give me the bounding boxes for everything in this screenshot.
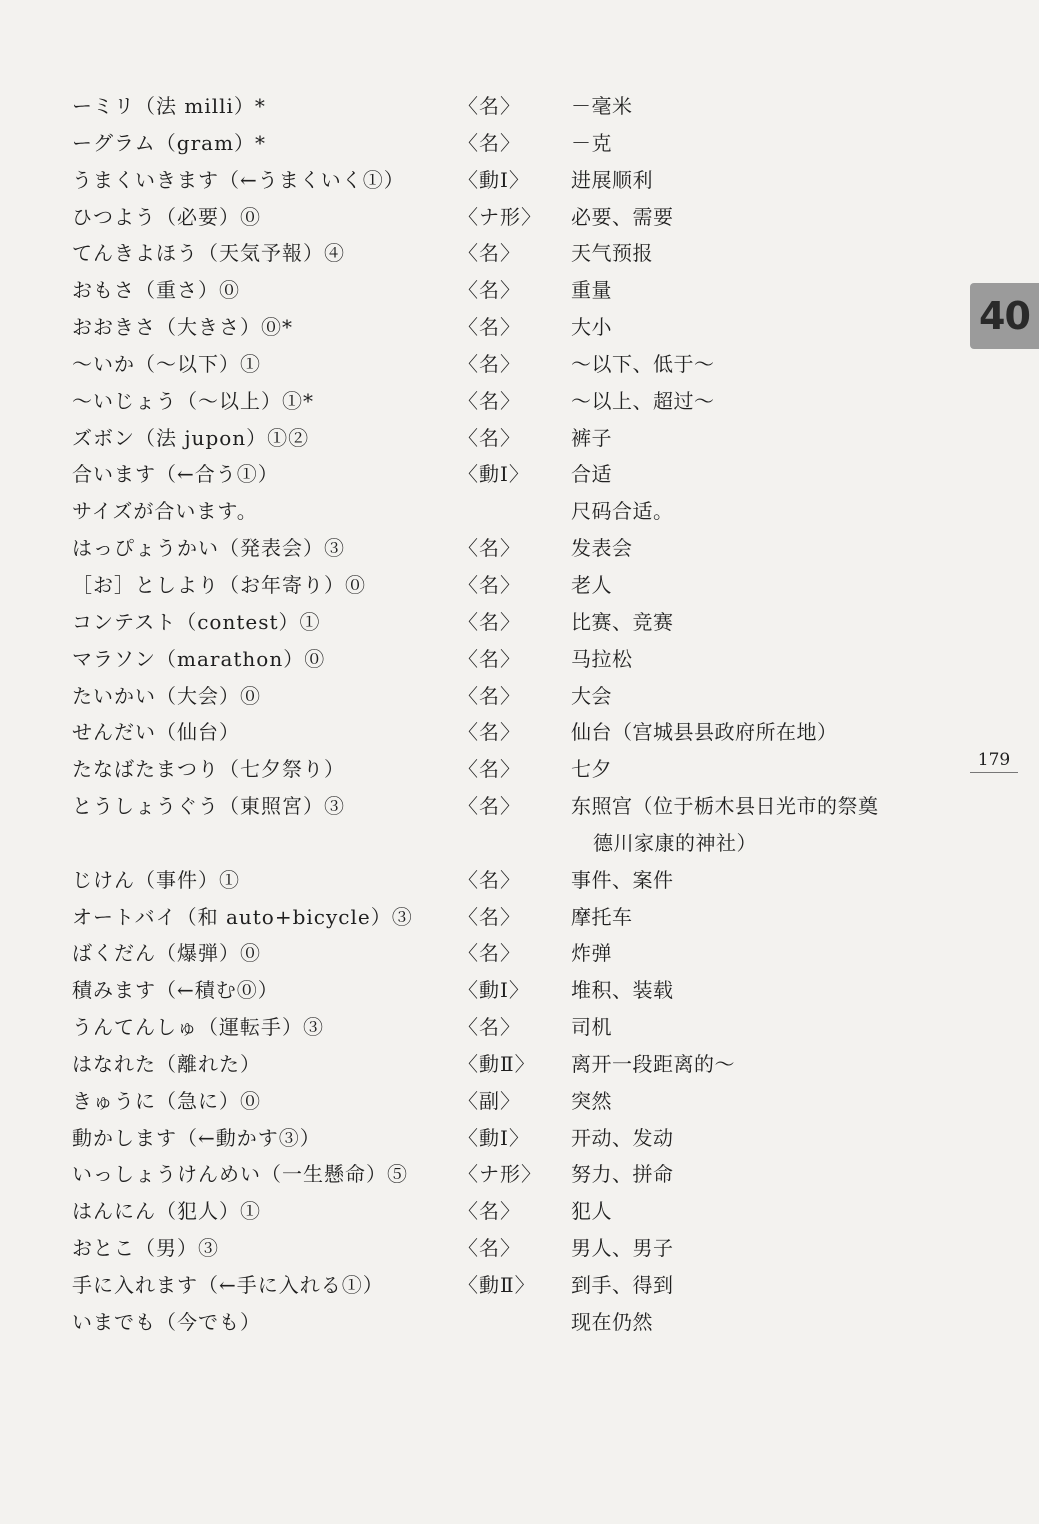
vocab-word: ～いじょう（～以上）①*: [72, 388, 314, 413]
vocab-entry: [72, 678, 952, 715]
part-of-speech: 〈副〉: [458, 1088, 521, 1113]
meaning-line: －克: [571, 130, 612, 155]
part-of-speech: 〈名〉: [458, 1199, 521, 1224]
vocab-entry: [72, 272, 952, 309]
vocab-word: オートバイ（和 auto+bicycle）③: [72, 904, 413, 929]
vocab-entry: [72, 1046, 952, 1083]
vocab-word: ひつよう（必要）⓪: [72, 204, 261, 229]
part-of-speech: 〈名〉: [458, 130, 521, 155]
meaning-line: 仙台（宫城县县政府所在地）: [571, 720, 838, 745]
vocab-entry: [72, 1230, 952, 1267]
vocab-entry: [72, 309, 952, 346]
vocab-word: おおきさ（大きさ）⓪*: [72, 315, 293, 340]
part-of-speech: 〈動Ⅰ〉: [458, 978, 530, 1003]
vocab-word: うんてんしゅ（運転手）③: [72, 1015, 324, 1040]
vocab-entry: [72, 604, 952, 641]
vocab-word: せんだい（仙台）: [72, 720, 240, 745]
meaning-line: 司机: [571, 1015, 612, 1040]
vocab-meaning: [571, 935, 612, 972]
part-of-speech: 〈動Ⅱ〉: [458, 1051, 536, 1076]
meaning-line: 突然: [571, 1088, 612, 1113]
vocab-entry: [72, 530, 952, 567]
vocab-word: 積みます（←積む⓪）: [72, 978, 279, 1003]
vocab-word: 動かします（←動かす③）: [72, 1125, 321, 1150]
part-of-speech: 〈名〉: [458, 536, 521, 561]
vocab-entry: [72, 235, 952, 272]
vocab-word: コンテスト（contest）①: [72, 609, 321, 634]
vocab-meaning: [571, 1046, 735, 1083]
vocab-word: たなばたまつり（七夕祭り）: [72, 757, 345, 782]
vocab-word: はんにん（犯人）①: [72, 1199, 261, 1224]
vocab-word: ーミリ（法 milli）*: [72, 94, 266, 118]
part-of-speech: 〈動Ⅱ〉: [458, 1273, 536, 1297]
vocab-entry: [72, 383, 952, 420]
chapter-tab: 40: [970, 283, 1039, 349]
meaning-line: 尺码合适。: [571, 499, 674, 524]
part-of-speech: 〈ナ形〉: [458, 204, 542, 229]
vocab-word: サイズが合います。: [72, 499, 258, 524]
vocab-meaning: [571, 1083, 612, 1120]
vocab-meaning: [571, 1193, 612, 1230]
meaning-line: 堆积、装载: [571, 978, 674, 1003]
vocab-meaning: [571, 1304, 653, 1341]
vocab-meaning: [571, 972, 674, 1009]
meaning-line: 比赛、竞赛: [571, 609, 674, 634]
vocab-word: ズボン（法 jupon）①②: [72, 425, 310, 450]
vocab-word: おとこ（男）③: [72, 1236, 219, 1261]
vocab-meaning: [571, 456, 612, 493]
vocab-entry: [72, 567, 952, 604]
meaning-line: 进展顺利: [571, 167, 653, 192]
meaning-line: 大会: [571, 683, 612, 708]
vocab-word: じけん（事件）①: [72, 867, 240, 892]
vocab-word: いっしょうけんめい（一生懸命）⑤: [72, 1162, 408, 1187]
part-of-speech: 〈名〉: [458, 425, 521, 450]
vocab-entry: [72, 1009, 952, 1046]
vocab-meaning: [571, 162, 653, 199]
vocab-entry: [72, 751, 952, 788]
vocab-entry: [72, 88, 952, 125]
vocab-meaning: [571, 346, 715, 383]
vocab-entry: [72, 788, 952, 862]
vocab-entry: [72, 1267, 952, 1304]
vocab-word: ーグラム（gram）*: [72, 130, 267, 155]
part-of-speech: 〈名〉: [458, 315, 521, 340]
part-of-speech: 〈名〉: [458, 720, 521, 745]
vocab-meaning: [571, 235, 653, 272]
vocab-meaning: [571, 530, 633, 567]
vocab-word: 手に入れます（←手に入れる①）: [72, 1273, 384, 1297]
vocab-entry: [72, 1193, 952, 1230]
part-of-speech: 〈名〉: [458, 1015, 521, 1040]
meaning-line: 发表会: [571, 536, 633, 561]
meaning-line: 合适: [571, 462, 612, 487]
part-of-speech: 〈動Ⅰ〉: [458, 1125, 530, 1150]
vocab-meaning: [571, 604, 674, 641]
meaning-line: 努力、拼命: [571, 1162, 674, 1187]
vocab-meaning: [571, 788, 879, 862]
vocab-meaning: [571, 714, 838, 751]
vocab-meaning: [571, 1120, 674, 1157]
meaning-line: 开动、发动: [571, 1125, 674, 1150]
meaning-line: 现在仍然: [571, 1309, 653, 1334]
meaning-line: 到手、得到: [571, 1273, 674, 1297]
vocab-meaning: [571, 199, 674, 236]
vocab-meaning: [571, 309, 612, 346]
vocab-entry: [72, 1120, 952, 1157]
vocab-word: ばくだん（爆弾）⓪: [72, 941, 261, 966]
vocab-word: マラソン（marathon）⓪: [72, 646, 326, 671]
part-of-speech: 〈名〉: [458, 388, 521, 413]
vocab-meaning: [571, 88, 633, 125]
meaning-line: 摩托车: [571, 904, 633, 929]
meaning-line: 男人、男子: [571, 1236, 674, 1261]
vocab-word: 合います（←合う①）: [72, 462, 279, 487]
vocab-entry: [72, 1083, 952, 1120]
vocab-meaning: [571, 125, 612, 162]
part-of-speech: 〈名〉: [458, 683, 521, 708]
part-of-speech: 〈名〉: [458, 609, 521, 634]
meaning-line: 马拉松: [571, 646, 633, 671]
vocab-word: いまでも（今でも）: [72, 1309, 261, 1334]
vocabulary-list: [72, 88, 952, 1341]
vocab-meaning: [571, 383, 715, 420]
part-of-speech: 〈名〉: [458, 351, 521, 376]
vocab-meaning: [571, 1009, 612, 1046]
vocab-entry: [72, 456, 952, 493]
vocab-word: きゅうに（急に）⓪: [72, 1088, 261, 1113]
vocab-word: おもさ（重さ）⓪: [72, 278, 240, 303]
vocab-meaning: [571, 1267, 674, 1304]
vocab-entry: [72, 714, 952, 751]
part-of-speech: 〈名〉: [458, 278, 521, 303]
part-of-speech: 〈動Ⅰ〉: [458, 167, 530, 192]
vocab-meaning: [571, 493, 674, 530]
vocab-entry: [72, 641, 952, 678]
part-of-speech: 〈動Ⅰ〉: [458, 462, 530, 487]
meaning-line: －毫米: [571, 94, 633, 118]
meaning-line: 老人: [571, 572, 612, 597]
vocab-word: うまくいきます（←うまくいく①）: [72, 167, 405, 192]
vocab-word: ［お］としより（お年寄り）⓪: [72, 572, 366, 597]
vocab-word: てんきよほう（天気予報）④: [72, 241, 345, 266]
meaning-line: 天气预报: [571, 241, 653, 266]
part-of-speech: 〈名〉: [458, 757, 521, 782]
part-of-speech: 〈名〉: [458, 867, 521, 892]
vocab-entry: [72, 862, 952, 899]
part-of-speech: 〈名〉: [458, 572, 521, 597]
part-of-speech: 〈名〉: [458, 241, 521, 266]
vocab-meaning: [571, 862, 674, 899]
vocab-entry: [72, 1156, 952, 1193]
vocab-word: ～いか（～以下）①: [72, 351, 261, 376]
meaning-line: 裤子: [571, 425, 612, 450]
meaning-line: 必要、需要: [571, 204, 674, 229]
vocab-meaning: [571, 1230, 674, 1267]
vocab-word: とうしょうぐう（東照宮）③: [72, 794, 345, 819]
vocab-meaning: [571, 420, 612, 457]
vocab-entry: [72, 162, 952, 199]
vocab-meaning: [571, 678, 612, 715]
vocab-word: はっぴょうかい（発表会）③: [72, 536, 345, 561]
vocab-meaning: [571, 1156, 674, 1193]
vocab-entry: [72, 493, 952, 530]
part-of-speech: 〈名〉: [458, 794, 521, 819]
meaning-line: 东照宫（位于栃木县日光市的祭奠: [571, 794, 879, 819]
vocab-entry: [72, 899, 952, 936]
vocab-meaning: [571, 751, 612, 788]
vocab-meaning: [571, 272, 612, 309]
meaning-line: 大小: [571, 315, 612, 340]
meaning-line: 事件、案件: [571, 867, 674, 892]
vocab-entry: [72, 972, 952, 1009]
part-of-speech: 〈ナ形〉: [458, 1162, 542, 1187]
vocab-meaning: [571, 641, 633, 678]
vocab-entry: [72, 199, 952, 236]
vocab-entry: [72, 346, 952, 383]
meaning-line: 炸弹: [571, 941, 612, 966]
vocab-entry: [72, 125, 952, 162]
vocab-entry: [72, 935, 952, 972]
meaning-line: ～以上、超过～: [571, 388, 715, 413]
part-of-speech: 〈名〉: [458, 941, 521, 966]
part-of-speech: 〈名〉: [458, 904, 521, 929]
vocab-entry: [72, 1304, 952, 1341]
part-of-speech: 〈名〉: [458, 646, 521, 671]
meaning-line: ～以下、低于～: [571, 351, 715, 376]
page-number: 179: [970, 750, 1018, 773]
vocab-word: たいかい（大会）⓪: [72, 683, 261, 708]
vocab-word: はなれた（離れた）: [72, 1051, 261, 1076]
vocab-meaning: [571, 567, 612, 604]
part-of-speech: 〈名〉: [458, 94, 521, 118]
part-of-speech: 〈名〉: [458, 1236, 521, 1261]
vocab-meaning: [571, 899, 633, 936]
meaning-line: 重量: [571, 278, 612, 303]
vocab-entry: [72, 420, 952, 457]
meaning-line-continued: 德川家康的神社）: [593, 830, 757, 855]
meaning-line: 犯人: [571, 1199, 612, 1224]
meaning-line: 七夕: [571, 757, 612, 782]
meaning-line: 离开一段距离的～: [571, 1051, 735, 1076]
